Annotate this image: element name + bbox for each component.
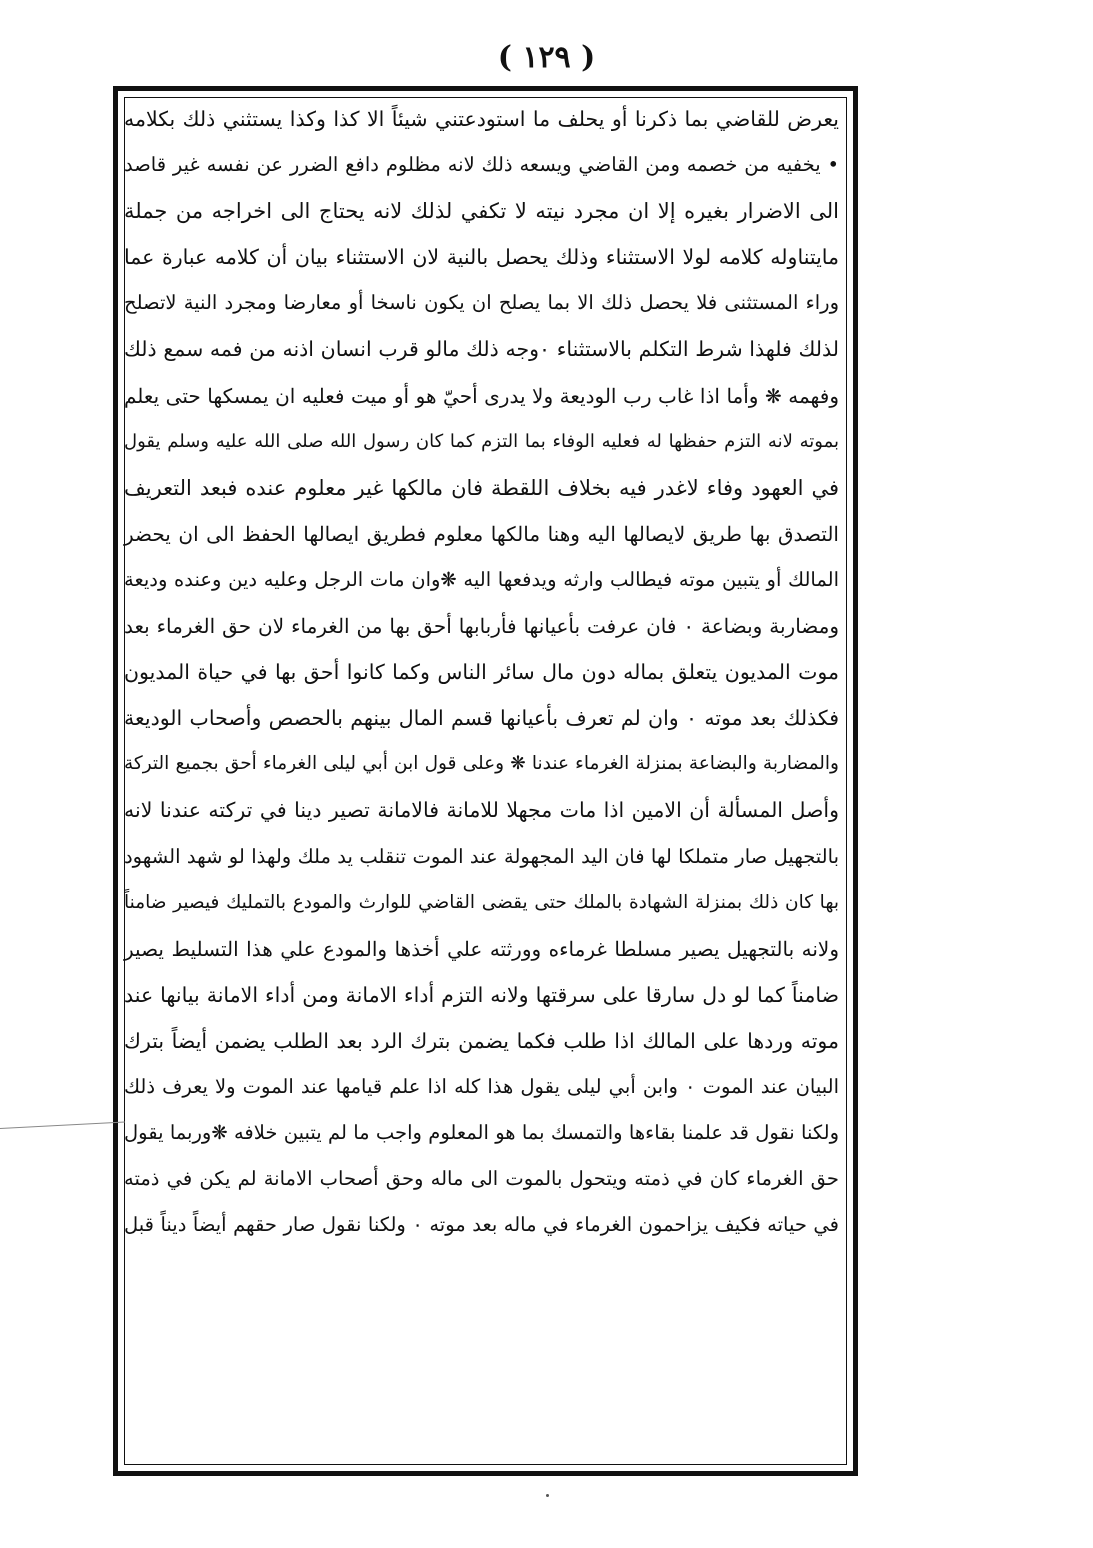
text-line: • يخفيه من خصمه ومن القاضي ويسعه ذلك لانه مظلوم دافع الضرر عن نفسه غير قاصد — [124, 153, 839, 177]
text-line: ضامناً كما لو دل سارقا على سرقتها ولانه التزم أداء الامانة ومن أداء الامانة بيانها عند — [124, 982, 839, 1007]
text-line: ولانه بالتجهيل يصير مسلطا غرماءه وورثته علي أخذها والمودع علي هذا التسليط يصير — [124, 936, 839, 961]
text-line: في العهود وفاء لاغدر فيه بخلاف اللقطة فان مالكها غير معلوم عنده فبعد التعريف — [124, 475, 839, 500]
page-number: ( ١٢٩ ) — [497, 40, 596, 75]
text-line: بها كان ذلك بمنزلة الشهادة بالملك حتى يقضى القاضي للوارث والمودع بالتمليك فيصير ضامناً — [124, 891, 839, 913]
text-line: وأصل المسألة أن الامين اذا مات مجهلا للامانة فالامانة تصير دينا في تركته عندنا لانه — [124, 798, 839, 823]
text-line: موت المديون يتعلق بماله دون مال سائر الناس وكما كانوا أحق بها في حياة المديون — [124, 660, 839, 685]
text-line: فكذلك بعد موته ٠ وان لم تعرف بأعيانها قسم المال بينهم بالحصص وأصحاب الوديعة — [124, 706, 840, 731]
text-line: في حياته فكيف يزاحمون الغرماء في ماله بعد موته ٠ ولكنا نقول صار حقهم أيضاً ديناً قبل — [124, 1213, 839, 1237]
text-line: بموته لانه التزم حفظها له فعليه الوفاء بما التزم كما كان رسول الله صلى الله عليه وسلم يقول — [124, 430, 839, 452]
scan-dot — [546, 1494, 549, 1497]
text-line: والمضاربة والبضاعة بمنزلة الغرماء عندنا ❋ وعلى قول ابن أبي ليلى الغرماء أحق بجميع التركة — [124, 753, 839, 775]
text-line: حق الغرماء كان في ذمته ويتحول بالموت الى ماله وحق أصحاب الامانة لم يكن في ذمته — [124, 1167, 839, 1191]
text-line: المالك أو يتبين موته فيطالب وارثه ويدفعها اليه ❋وان مات الرجل وعليه دين وعنده وديعة — [124, 567, 839, 591]
text-line: وراء المستثنى فلا يحصل ذلك الا بما يصلح ان يكون ناسخا أو معارضا ومجرد النية لاتصلح — [124, 291, 839, 315]
text-line: يعرض للقاضي بما ذكرنا أو يحلف ما استودعتني شيئاً الا كذا وكذا يستثني ذلك بكلامه — [124, 107, 839, 131]
text-line: وفهمه ❋ وأما اذا غاب رب الوديعة ولا يدرى أحيّ هو أو ميت فعليه ان يمسكها حتى يعلم — [124, 383, 839, 408]
text-line: البيان عند الموت ٠ وابن أبي ليلى يقول هذا كله اذا علم قيامها عند الموت ولا يعرف ذلك — [124, 1074, 839, 1098]
text-line: بالتجهيل صار متملكا لها فان اليد المجهولة عند الموت تنقلب يد ملك ولهذا لو شهد الشهود — [124, 844, 839, 868]
text-line: مايتناوله كلامه لولا الاستثناء وذلك يحصل بالنية لان الاستثناء بيان أن كلامه عبارة عما — [124, 245, 839, 270]
text-line: التصدق بها طريق لايصالها اليه وهنا مالكها معلوم فطريق ايصالها الحفظ الى ان يحضر — [124, 521, 839, 546]
scan-stray-line — [0, 1121, 125, 1129]
text-body — [118, 96, 845, 1248]
text-line: موته وردها على المالك اذا طلب فكما يضمن بترك الرد بعد الطلب يضمن أيضاً بترك — [124, 1028, 839, 1053]
text-line: ولكنا نقول قد علمنا بقاءها والتمسك بما هو المعلوم واجب ما لم يتبين خلافه ❋وربما يقول — [124, 1121, 839, 1145]
text-line: لذلك فلهذا شرط التكلم بالاستثناء ٠وجه ذلك مالو قرب انسان اذنه من فمه سمع ذلك — [124, 337, 839, 362]
text-line: ومضاربة وبضاعة ٠ فان عرفت بأعيانها فأربابها أحق بها من الغرماء لان حق الغرماء بعد — [124, 614, 840, 639]
text-line: الى الاضرار بغيره إلا ان مجرد نيته لا تكفي لذلك لانه يحتاج الى اخراجه من جملة — [124, 199, 839, 224]
